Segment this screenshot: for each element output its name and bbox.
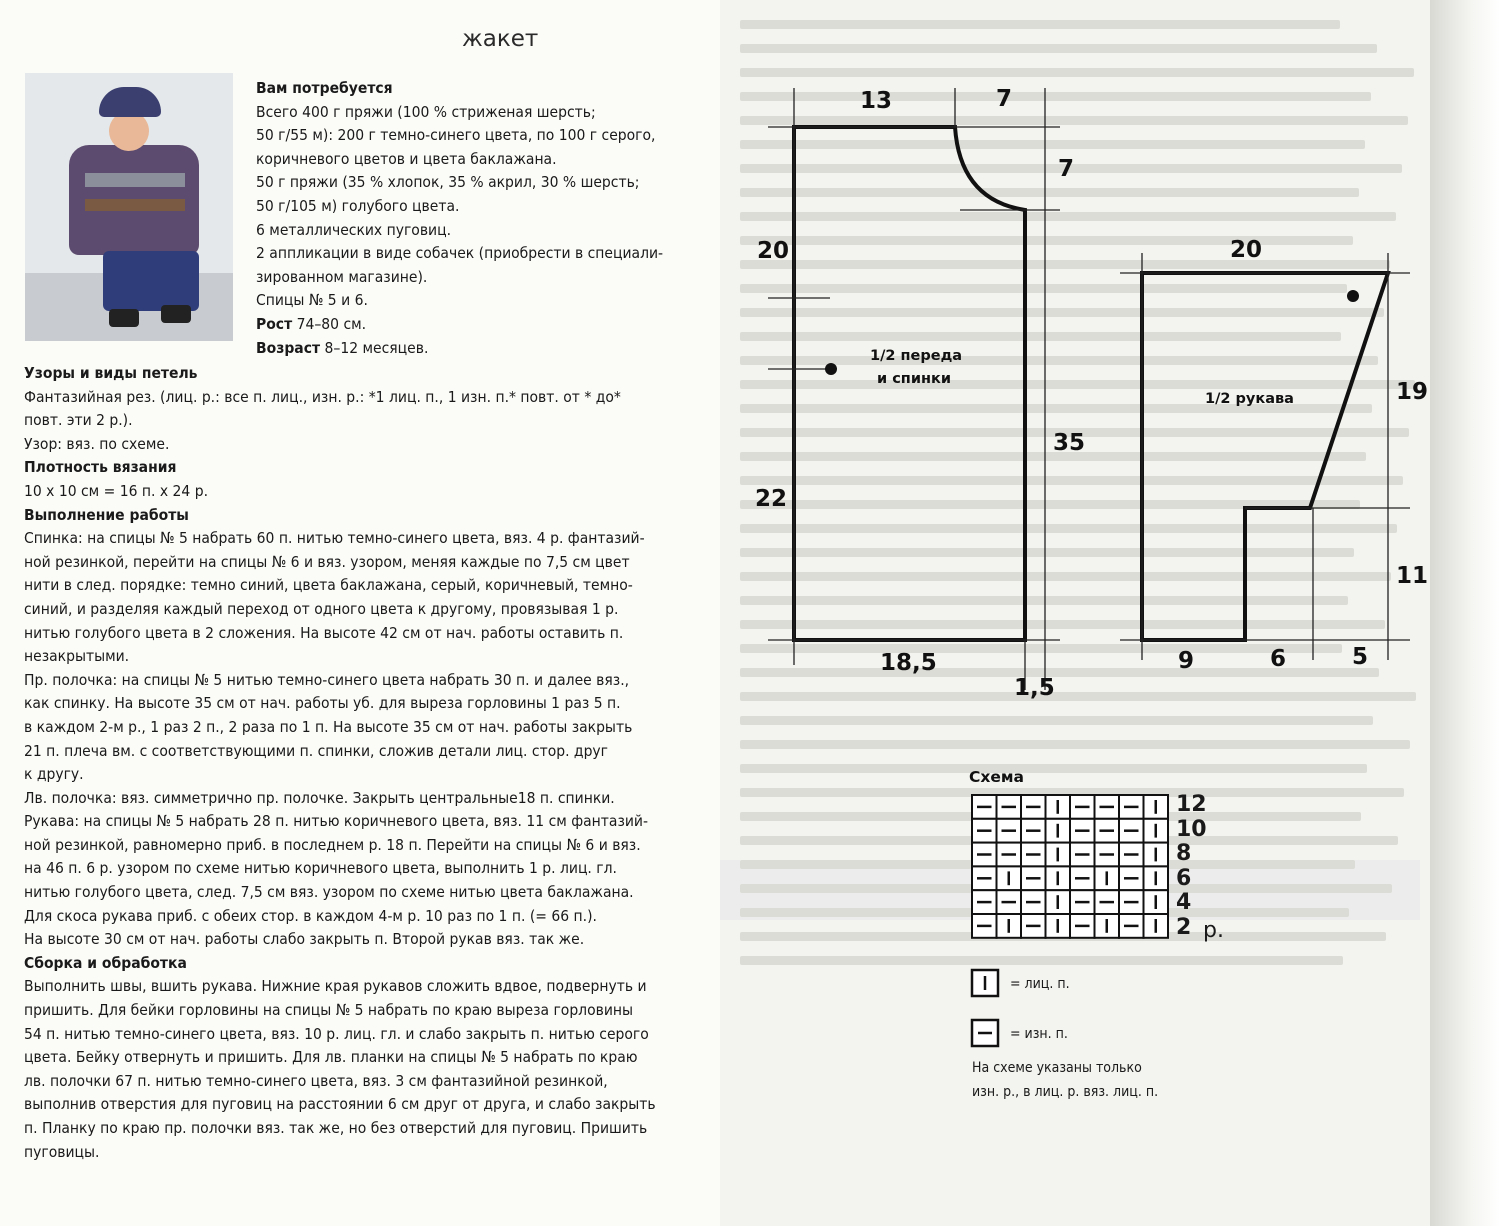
section-line: на 46 п. 6 р. узором по схеме нитью коричневого цвета, выполнить 1 р. лиц. гл.	[24, 859, 617, 878]
section-line: ной резинкой, равномерно приб. в последнем р. 18 п. Перейти на спицы № 6 и вяз.	[24, 835, 641, 854]
section-line: в каждом 2-м р., 1 раз 2 п., 2 раза по 1 п. На высоте 35 см от нач. работы закрыть	[24, 717, 633, 736]
section-line: Пр. полочка: на спицы № 5 нитью темно-синего цвета набрать 30 п. и далее вяз.,	[24, 670, 630, 689]
requirement-line: 50 г/105 м) голубого цвета.	[256, 196, 460, 215]
legend-knit-label: = лиц. п.	[1010, 976, 1070, 992]
requirement-line: 6 металлических пуговиц.	[256, 220, 452, 239]
chart-row-number: 12	[1176, 792, 1207, 817]
requirement-line: 50 г/55 м): 200 г темно-синего цвета, по 100 г серого,	[256, 126, 656, 145]
section-line: 21 п. плеча вм. с соответствующими п. спинки, сложив детали лиц. стор. друг	[24, 741, 609, 760]
sleeve-dim-bottom-b: 6	[1270, 646, 1287, 672]
chart-row-number: 10	[1176, 816, 1207, 842]
section-line: На высоте 30 см от нач. работы слабо закрыть п. Второй рукав вяз. так же.	[24, 930, 585, 949]
front-pattern-label-line2: и спинки	[877, 371, 952, 387]
sleeve-dim-right-upper: 19	[1396, 379, 1429, 405]
section-line: 54 п. нитью темно-синего цвета, вяз. 10 р. лиц. гл. и слабо закрыть п. нитью серого	[24, 1024, 649, 1043]
page-title: жакет	[462, 26, 539, 52]
section-line: нити в след. порядке: темно синий, цвета баклажана, серый, коричневый, темно-	[24, 576, 633, 595]
chart-row-number: 2	[1176, 914, 1192, 940]
section-line: повт. эти 2 р.).	[24, 411, 133, 430]
front-dim-neck-depth: 7	[1058, 156, 1075, 182]
requirement-line: 2 аппликации в виде собачек (приобрести в специали-	[256, 244, 664, 263]
sleeve-dim-right-lower: 11	[1396, 563, 1429, 589]
section-line: Лв. полочка: вяз. симметрично пр. полочке. Закрыть центральные18 п. спинки.	[24, 788, 615, 807]
section-line: ной резинкой, перейти на спицы № 6 и вяз. узором, меняя каждые по 7,5 см цвет	[24, 552, 630, 571]
requirements-heading: Вам потребуется	[256, 79, 393, 97]
section-line: лв. полочки 67 п. нитью темно-синего цвета, вяз. 3 см фантазийной резинкой,	[24, 1071, 608, 1090]
sleeve-dim-bottom-a: 9	[1178, 648, 1195, 674]
front-pattern-label	[870, 345, 962, 391]
section-line: пуговицы.	[24, 1142, 100, 1161]
section-heading: Выполнение работы	[24, 505, 189, 524]
section-line: нитью голубого цвета, след. 7,5 см вяз. узором по схеме нитью цвета баклажана.	[24, 883, 634, 902]
height-label: Рост	[256, 314, 293, 333]
front-dim-right-side: 35	[1053, 430, 1086, 456]
section-line: как спинку. На высоте 35 см от нач. работы уб. для выреза горловины 1 раз 5 п.	[24, 694, 621, 713]
section-line: п. Планку по краю пр. полочки вяз. так же, но без отверстий для пуговиц. Пришить	[24, 1119, 648, 1137]
requirement-line: зированном магазине).	[256, 267, 428, 286]
section-line: Узор: вяз. по схеме.	[24, 434, 170, 453]
section-heading: Плотность вязания	[24, 458, 177, 477]
section-line: Для скоса рукава приб. с обеих стор. в каждом 4-м р. 10 раз по 1 п. (= 66 п.).	[24, 906, 597, 925]
legend-purl-label: = изн. п.	[1010, 1026, 1068, 1042]
chart-row-suffix: р.	[1203, 918, 1224, 943]
section-line: Рукава: на спицы № 5 набрать 28 п. нитью коричневого цвета, вяз. 11 см фантазий-	[24, 812, 649, 831]
front-dim-top-right: 7	[996, 86, 1013, 112]
section-line: Спинка: на спицы № 5 набрать 60 п. нитью темно-синего цвета, вяз. 4 р. фантазий-	[24, 529, 645, 548]
stitch-chart-grid	[972, 795, 1168, 938]
chart-note-line1: На схеме указаны только	[972, 1060, 1142, 1076]
section-line: Выполнить швы, вшить рукава. Нижние края рукавов сложить вдвое, подвернуть и	[24, 977, 647, 996]
chart-row-number: 6	[1176, 865, 1192, 891]
sleeve-pattern-marker-dot	[1347, 290, 1359, 302]
requirement-line: Всего 400 г пряжи (100 % стриженая шерсть;	[256, 102, 596, 121]
section-line: Фантазийная рез. (лиц. р.: все п. лиц., изн. р.: *1 лиц. п., 1 изн. п.* повт. от * до*	[24, 387, 621, 406]
front-pattern-label-line1: 1/2 переда	[870, 348, 963, 364]
section-line: цвета. Бейку отвернуть и пришить. Для лв. планки на спицы № 5 набрать по краю	[24, 1048, 638, 1067]
chart-row-number: 4	[1176, 890, 1192, 915]
legend-symbols	[972, 970, 998, 1046]
front-dim-lower-left: 22	[755, 486, 788, 512]
chart-note-line2: изн. р., в лиц. р. вяз. лиц. п.	[972, 1084, 1159, 1100]
section-line: к другу.	[24, 765, 84, 784]
requirement-line: 50 г пряжи (35 % хлопок, 35 % акрил, 30 % шерсть;	[256, 173, 640, 192]
sleeve-dim-top: 20	[1230, 237, 1263, 263]
requirement-line: коричневого цветов и цвета баклажана.	[256, 149, 557, 168]
chart-title: Схема	[969, 768, 1025, 786]
section-heading: Сборка и обработка	[24, 953, 187, 972]
section-line: незакрытыми.	[24, 647, 130, 666]
sleeve-pattern-outline	[1142, 273, 1388, 640]
section-line: пришить. Для бейки горловины на спицы № 5 набрать по краю выреза горловины	[24, 1001, 634, 1020]
section-line: 10 х 10 см = 16 п. х 24 р.	[24, 481, 209, 500]
section-heading: Узоры и виды петель	[24, 364, 198, 382]
section-line: выполнив отверстия для пуговиц на расстоянии 6 см друг от друга, и слабо закрыть	[24, 1095, 656, 1114]
age-label: Возраст	[256, 338, 321, 357]
front-pattern-marker-dot	[825, 363, 837, 375]
chart-row-number: 8	[1176, 841, 1192, 866]
sleeve-pattern-dimension-lines	[1120, 253, 1410, 660]
front-dim-bottom-width: 18,5	[880, 650, 937, 676]
front-dim-bottom-extra: 1,5	[1014, 675, 1055, 701]
front-dim-upper-left: 20	[757, 238, 790, 264]
age-value: 8–12 месяцев.	[320, 338, 429, 357]
requirement-line: Спицы № 5 и 6.	[256, 291, 368, 310]
height-value: 74–80 см.	[292, 314, 367, 333]
section-line: синий, и разделяя каждый переход от одного цвета к другому, провязывая 1 р.	[24, 599, 619, 618]
sleeve-pattern-label: 1/2 рукава	[1205, 391, 1294, 407]
section-line: нитью голубого цвета в 2 сложения. На высоте 42 см от нач. работы оставить п.	[24, 623, 624, 642]
sleeve-dim-bottom-c: 5	[1352, 644, 1369, 670]
front-dim-top-left: 13	[860, 88, 893, 114]
